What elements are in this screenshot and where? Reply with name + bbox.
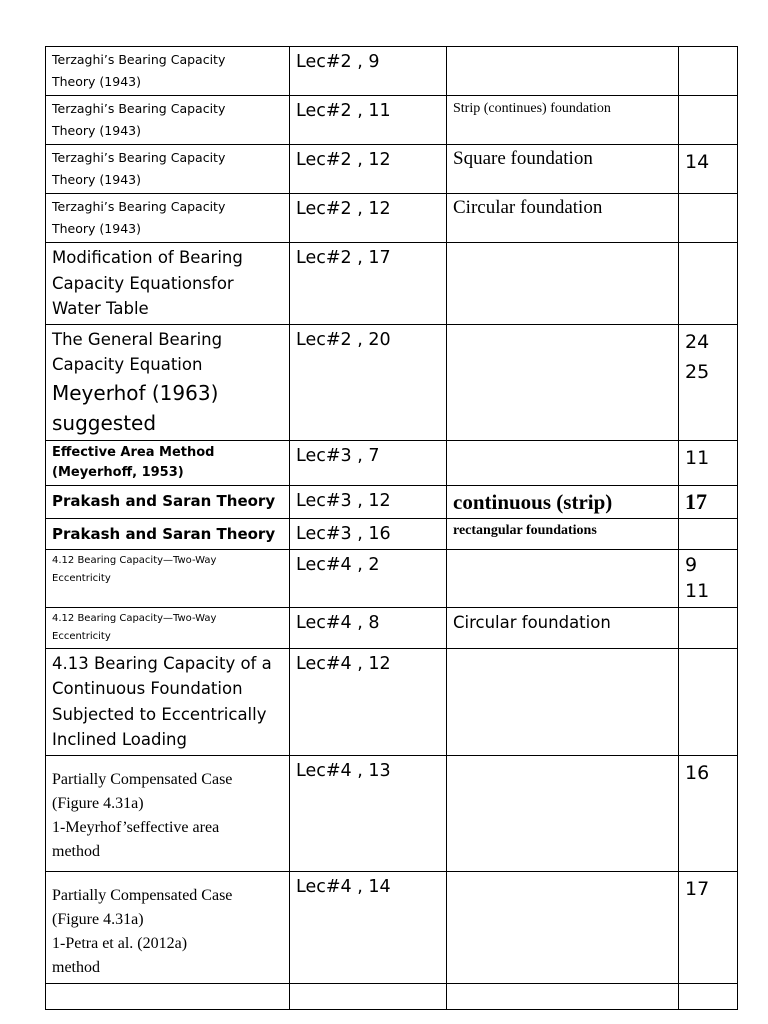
table-row — [46, 518, 738, 549]
topic-cell — [46, 549, 290, 607]
lecture-index-table — [45, 46, 738, 1010]
lecture-cell — [290, 648, 447, 755]
lecture-cell — [290, 518, 447, 549]
lecture-cell — [290, 96, 447, 145]
table-row — [46, 871, 738, 983]
topic-cell — [46, 96, 290, 145]
lecture-cell — [290, 243, 447, 325]
table-row — [46, 145, 738, 194]
topic-line: (Meyerhoff, 1953) — [52, 464, 184, 480]
topic-line: Theory (1943) — [52, 74, 141, 89]
note-cell — [447, 648, 679, 755]
table-row — [46, 755, 738, 871]
pages-cell — [679, 871, 738, 983]
lecture-ref: Lec#4 , 8 — [296, 612, 380, 633]
topic-cell — [46, 485, 290, 518]
topic-line: 4.12 Bearing Capacity—Two-Way — [52, 554, 217, 566]
topic-line: Theory (1943) — [52, 172, 141, 187]
topic-cell — [46, 755, 290, 871]
topic-line: method — [52, 842, 100, 860]
topic-line: method — [52, 958, 100, 976]
lecture-ref: Lec#4 , 12 — [296, 653, 391, 674]
lecture-ref: Lec#4 , 2 — [296, 554, 380, 575]
note-text: Strip (continues) foundation — [453, 101, 611, 116]
topic-cell — [46, 145, 290, 194]
lecture-ref: Lec#2 , 12 — [296, 199, 391, 219]
table-row — [46, 324, 738, 440]
table-row — [46, 983, 738, 1009]
page-number: 9 — [685, 553, 698, 576]
lecture-ref: Lec#3 , 16 — [296, 523, 391, 544]
topic-line: Prakash and Saran Theory — [52, 491, 276, 510]
topic-line: Eccentricity — [52, 572, 111, 584]
topic-cell — [46, 607, 290, 648]
topic-line: Capacity Equation — [52, 355, 203, 374]
pages-cell — [679, 194, 738, 243]
table-row — [46, 607, 738, 648]
lecture-ref: Lec#4 , 14 — [296, 876, 391, 897]
topic-line: Partially Compensated Case — [52, 886, 233, 904]
lecture-ref: Lec#2 , 20 — [296, 329, 391, 350]
topic-cell — [46, 518, 290, 549]
lecture-ref: Lec#3 , 12 — [296, 490, 391, 511]
note-text: Circular foundation — [453, 612, 611, 632]
topic-line: Effective Area Method — [52, 444, 215, 460]
topic-line: Theory (1943) — [52, 221, 141, 236]
topic-line: 4.13 Bearing Capacity of a — [52, 653, 272, 673]
lecture-ref: Lec#3 , 7 — [296, 445, 380, 466]
topic-line: Theory (1943) — [52, 123, 141, 138]
note-cell — [447, 871, 679, 983]
lecture-ref: Lec#4 , 13 — [296, 760, 391, 781]
topic-line: Eccentricity — [52, 630, 111, 642]
topic-cell — [46, 871, 290, 983]
table-row — [46, 440, 738, 485]
table-row — [46, 648, 738, 755]
lecture-cell — [290, 983, 447, 1009]
note-cell — [447, 518, 679, 549]
note-cell — [447, 485, 679, 518]
pages-cell — [679, 485, 738, 518]
pages-cell — [679, 47, 738, 96]
topic-cell — [46, 440, 290, 485]
pages-cell — [679, 96, 738, 145]
lecture-ref: Lec#2 , 17 — [296, 248, 391, 268]
pages-cell — [679, 145, 738, 194]
topic-cell — [46, 324, 290, 440]
topic-cell — [46, 47, 290, 96]
topic-line: 4.12 Bearing Capacity—Two-Way — [52, 612, 217, 624]
note-cell — [447, 549, 679, 607]
table-row — [46, 96, 738, 145]
lecture-cell — [290, 485, 447, 518]
topic-line: Subjected to Eccentrically — [52, 704, 267, 724]
note-cell — [447, 324, 679, 440]
topic-line: The General Bearing — [52, 329, 223, 349]
page-number: 11 — [685, 579, 710, 602]
lecture-cell — [290, 871, 447, 983]
page-number: 24 — [685, 330, 710, 353]
topic-cell — [46, 983, 290, 1009]
pages-cell — [679, 518, 738, 549]
topic-line: 1-Petra et al. (2012a) — [52, 934, 188, 952]
topic-line: (Figure 4.31a) — [52, 910, 144, 928]
note-text: Square foundation — [453, 148, 593, 169]
pages-cell — [679, 440, 738, 485]
lecture-cell — [290, 440, 447, 485]
table-row — [46, 549, 738, 607]
page-number: 25 — [685, 360, 710, 383]
topic-line: 1-Meyrhof’seffective area — [52, 818, 220, 836]
table-row — [46, 194, 738, 243]
note-cell — [447, 755, 679, 871]
table-row — [46, 47, 738, 96]
pages-cell — [679, 607, 738, 648]
topic-line: Water Table — [52, 299, 149, 318]
topic-line: Capacity Equationsfor — [52, 273, 234, 293]
page-number: 17 — [685, 488, 707, 514]
lecture-cell — [290, 549, 447, 607]
lecture-ref: Lec#2 , 12 — [296, 150, 391, 170]
lecture-cell — [290, 607, 447, 648]
lecture-ref: Lec#2 , 11 — [296, 101, 391, 121]
topic-line: Terzaghi’s Bearing Capacity — [52, 199, 226, 214]
topic-cell — [46, 243, 290, 325]
lecture-ref: Lec#2 , 9 — [296, 52, 380, 72]
lecture-cell — [290, 47, 447, 96]
topic-line: Terzaghi’s Bearing Capacity — [52, 52, 226, 67]
note-cell — [447, 607, 679, 648]
pages-cell — [679, 983, 738, 1009]
note-cell — [447, 440, 679, 485]
topic-line: Terzaghi’s Bearing Capacity — [52, 101, 226, 116]
table-row — [46, 243, 738, 325]
pages-cell — [679, 243, 738, 325]
note-text: continuous (strip) — [453, 489, 613, 514]
note-cell — [447, 145, 679, 194]
lecture-cell — [290, 194, 447, 243]
topic-cell — [46, 648, 290, 755]
note-cell — [447, 983, 679, 1009]
note-cell — [447, 243, 679, 325]
pages-cell — [679, 324, 738, 440]
topic-line: suggested — [52, 410, 157, 435]
page-number: 16 — [685, 761, 710, 784]
note-cell — [447, 96, 679, 145]
topic-line: Terzaghi’s Bearing Capacity — [52, 150, 226, 165]
topic-line: Partially Compensated Case — [52, 770, 233, 788]
page-number: 14 — [685, 151, 710, 173]
table-row — [46, 485, 738, 518]
note-cell — [447, 47, 679, 96]
topic-line: Modification of Bearing — [52, 248, 243, 267]
lecture-cell — [290, 755, 447, 871]
topic-line: Prakash and Saran Theory — [52, 524, 276, 543]
pages-cell — [679, 755, 738, 871]
page-number: 17 — [685, 877, 710, 900]
pages-cell — [679, 648, 738, 755]
topic-line: (Figure 4.31a) — [52, 794, 144, 812]
topic-cell — [46, 194, 290, 243]
pages-cell — [679, 549, 738, 607]
note-text: Circular foundation — [453, 197, 603, 218]
lecture-cell — [290, 324, 447, 440]
topic-line: Continuous Foundation — [52, 679, 243, 698]
lecture-cell — [290, 145, 447, 194]
topic-line: Meyerhof (1963) — [52, 380, 219, 405]
page-number: 11 — [685, 446, 710, 469]
note-text: rectangular foundations — [453, 522, 597, 538]
note-cell — [447, 194, 679, 243]
topic-line: Inclined Loading — [52, 730, 187, 749]
